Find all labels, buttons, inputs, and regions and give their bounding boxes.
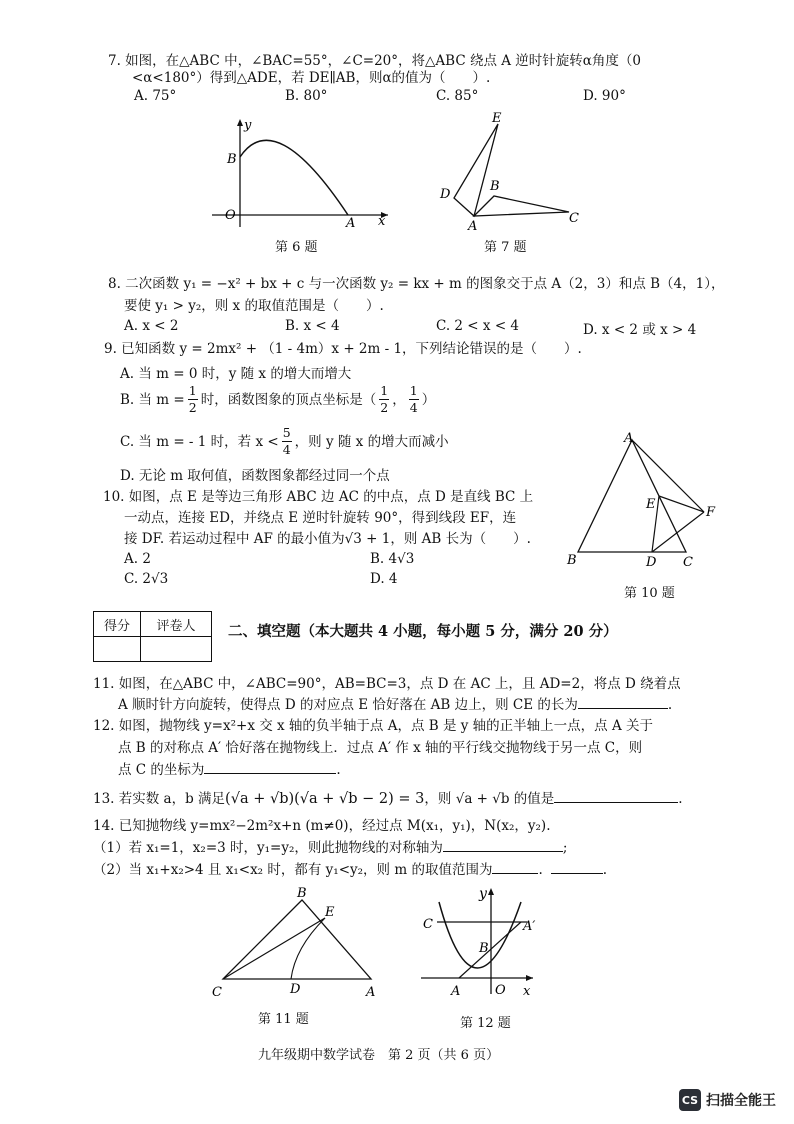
- q7-line2: <α<180°）得到△ADE，若 DE∥AB，则α的值为（ ）.: [132, 70, 491, 86]
- watermark-text: 扫描全能王: [706, 1093, 776, 1109]
- q13-answer-blank[interactable]: [554, 788, 678, 803]
- q8-option-c: C. 2 < x < 4: [436, 318, 520, 334]
- q14-line1: 14. 已知抛物线 y=mx²−2m²x+n (m≠0)，经过点 M(x₁，y₁)，N(x₂，y₂).: [93, 818, 551, 834]
- page-footer: 九年级期中数学试卷 第 2 页（共 6 页）: [258, 1048, 500, 1063]
- fig10-caption: 第 10 题: [624, 586, 675, 601]
- q9-b-point-y: [409, 383, 419, 416]
- q12-answer-blank[interactable]: [204, 759, 336, 774]
- fig12-label-a: A: [451, 984, 461, 998]
- q9-b-fraction: [188, 383, 198, 416]
- scanner-watermark: [679, 1089, 776, 1111]
- q9-c-frac-num: 5: [282, 425, 291, 440]
- figure-7: [432, 112, 592, 230]
- section-2-title: 二、填空题（本大题共 4 小题，每小题 5 分，满分 20 分）: [228, 623, 618, 640]
- q9-c-fraction: [282, 425, 292, 458]
- q9-option-d: D. 无论 m 取何值，函数图象都经过同一个点: [120, 468, 390, 484]
- q7-option-a: A. 75°: [134, 88, 177, 104]
- figure-11: [205, 886, 385, 998]
- grader-cell[interactable]: [141, 637, 212, 662]
- fig6-label-y: y: [244, 118, 252, 133]
- q12-line3-wrap: 点 C 的坐标为 .: [118, 759, 341, 781]
- q9-b-frac-num: 1: [188, 383, 197, 398]
- q10-line1: 10. 如图，点 E 是等边三角形 ABC 边 AC 的中点，点 D 是直线 BC 上: [103, 489, 534, 505]
- fig11-label-a: A: [366, 985, 376, 998]
- fig11-label-c: C: [212, 985, 222, 998]
- fig11-label-d: D: [290, 982, 301, 997]
- q13-expr: (√a + √b)(√a + √b − 2) = 3: [225, 791, 425, 807]
- q12-line3: 点 C 的坐标为: [118, 762, 205, 778]
- camscanner-logo-icon: CS: [679, 1089, 701, 1111]
- fig11-label-b: B: [297, 886, 307, 901]
- fig12-label-o: O: [495, 983, 506, 998]
- fig10-label-e: E: [646, 497, 656, 512]
- fig11-label-e: E: [325, 905, 335, 920]
- q7-line1: 7. 如图，在△ABC 中，∠BAC=55°，∠C=20°，将△ABC 绕点 A 逆时针旋转α角度（0: [108, 53, 641, 69]
- fig11-caption: 第 11 题: [258, 1012, 309, 1027]
- q8-option-a: A. x < 2: [124, 318, 179, 334]
- q7-option-c: C. 85°: [436, 88, 479, 104]
- q8-line2: 要使 y₁ > y₂，则 x 的取值范围是（ ）.: [124, 298, 384, 314]
- fig6-label-a: A: [346, 216, 356, 230]
- score-table-col2: 评卷人: [141, 612, 212, 637]
- fig10-label-c: C: [683, 555, 693, 570]
- q11-line2-wrap: A 顺时针方向旋转，使得点 D 的对应点 E 恰好落在 AB 边上，则 CE 的长为 .: [118, 694, 672, 716]
- q14-line2-wrap: （1）若 x₁=1，x₂=3 时，y₁=y₂，则此抛物线的对称轴为 ;: [93, 837, 567, 859]
- q10-option-c: C. 2√3: [124, 571, 169, 587]
- q10-line2: 一动点，连接 ED，并绕点 E 逆时针旋转 90°，得到线段 EF，连: [124, 510, 517, 526]
- fig6-caption: 第 6 题: [275, 240, 318, 255]
- fig7-label-c: C: [569, 211, 579, 226]
- q9-b-frac-den: 2: [188, 400, 197, 415]
- q9-c-pre: C. 当 m = - 1 时，若 x <: [120, 433, 279, 450]
- figure-12: [415, 884, 550, 998]
- fig12-caption: 第 12 题: [460, 1016, 511, 1031]
- q9-c-frac-den: 4: [282, 442, 291, 457]
- q9-b-comma: ，: [392, 391, 406, 408]
- q10-option-d: D. 4: [370, 571, 398, 587]
- q8-option-b: B. x < 4: [285, 318, 340, 334]
- q9-stem: 9. 已知函数 y = 2mx² + （1 - 4m）x + 2m - 1，下列结论错误的是（ ）.: [104, 341, 582, 357]
- q9-option-b: [120, 383, 435, 416]
- q9-option-c: [120, 425, 449, 458]
- q8-line1: 8. 二次函数 y₁ = −x² + bx + c 与一次函数 y₂ = kx + m 的图象交于点 A（2，3）和点 B（4，1），: [108, 276, 725, 292]
- q14-answer-blank-1[interactable]: [443, 837, 563, 852]
- fig12-label-x: x: [523, 984, 531, 998]
- q9-b-pre: B. 当 m =: [120, 391, 185, 408]
- q14-line2: （1）若 x₁=1，x₂=3 时，y₁=y₂，则此抛物线的对称轴为: [93, 840, 443, 856]
- fig7-label-a: A: [468, 219, 478, 230]
- figure-6: [200, 115, 400, 230]
- q10-line3: 接 DF. 若运动过程中 AF 的最小值为√3 + 1，则 AB 长为（ ）.: [124, 531, 531, 547]
- fig10-label-d: D: [646, 555, 657, 570]
- q13-post: ，则 √a + √b 的值是: [424, 791, 555, 807]
- q9-option-a: A. 当 m = 0 时，y 随 x 的增大而增大: [120, 366, 352, 382]
- q13-wrap: 13. 若实数 a，b 满足(√a + √b)(√a + √b − 2) = 3，则 √a + √b 的值是 .: [93, 788, 683, 810]
- score-cell[interactable]: [94, 637, 141, 662]
- q7-option-b: B. 80°: [285, 88, 328, 104]
- q9-b-mid: 时，函数图象的顶点坐标是（: [200, 391, 377, 408]
- fig10-label-b: B: [567, 553, 577, 568]
- fig6-label-o: O: [225, 208, 236, 223]
- fig12-label-a-prime: A′: [523, 919, 536, 934]
- q14-answer-blank-3[interactable]: [551, 859, 603, 874]
- q9-b-point-x: [379, 383, 389, 416]
- q9-b-px-den: 2: [380, 400, 389, 415]
- q7-option-d: D. 90°: [583, 88, 626, 104]
- fig12-label-b: B: [479, 941, 489, 956]
- fig6-label-x: x: [378, 214, 386, 229]
- q9-b-post: ）: [421, 391, 436, 408]
- q11-answer-blank[interactable]: [578, 694, 668, 709]
- fig12-label-y: y: [479, 886, 487, 902]
- q11-line2: A 顺时针方向旋转，使得点 D 的对应点 E 恰好落在 AB 边上，则 CE 的长为: [118, 697, 578, 713]
- q9-b-px-num: 1: [380, 383, 389, 398]
- q14-line3: （2）当 x₁+x₂>4 且 x₁<x₂ 时，都有 y₁<y₂，则 m 的取值范围为: [93, 862, 493, 878]
- q10-option-a: A. 2: [124, 551, 151, 567]
- fig10-label-f: F: [706, 505, 716, 520]
- q10-option-b: B. 4√3: [370, 551, 415, 567]
- fig6-label-b: B: [227, 152, 237, 167]
- fig7-label-d: D: [440, 187, 451, 202]
- score-table: [93, 611, 212, 662]
- q14-line3-wrap: （2）当 x₁+x₂>4 且 x₁<x₂ 时，都有 y₁<y₂，则 m 的取值范围为 . .: [93, 859, 607, 881]
- fig7-label-b: B: [490, 179, 500, 194]
- figure-10: [562, 430, 722, 572]
- fig12-label-c: C: [423, 917, 433, 932]
- q9-b-py-num: 1: [409, 383, 418, 398]
- q12-line1: 12. 如图，抛物线 y=x²+x 交 x 轴的负半轴于点 A，点 B 是 y 轴的正半轴上一点，点 A 关于: [93, 718, 654, 734]
- q9-c-post: ，则 y 随 x 的增大而减小: [294, 433, 449, 450]
- q13-pre: 13. 若实数 a，b 满足: [93, 791, 226, 807]
- q11-line1: 11. 如图，在△ABC 中，∠ABC=90°，AB=BC=3，点 D 在 AC 上，且 AD=2，将点 D 绕着点: [93, 676, 681, 692]
- q9-b-py-den: 4: [409, 400, 418, 415]
- fig10-label-a: A: [624, 431, 634, 446]
- score-table-col1: 得分: [94, 612, 141, 637]
- q8-option-d: D. x < 2 或 x > 4: [583, 322, 697, 338]
- fig7-label-e: E: [492, 112, 502, 126]
- fig7-caption: 第 7 题: [484, 240, 527, 255]
- q12-line2: 点 B 的对称点 A′ 恰好落在抛物线上．过点 A′ 作 x 轴的平行线交抛物线于另一点 C，则: [118, 740, 643, 756]
- q14-answer-blank-2[interactable]: [492, 859, 538, 874]
